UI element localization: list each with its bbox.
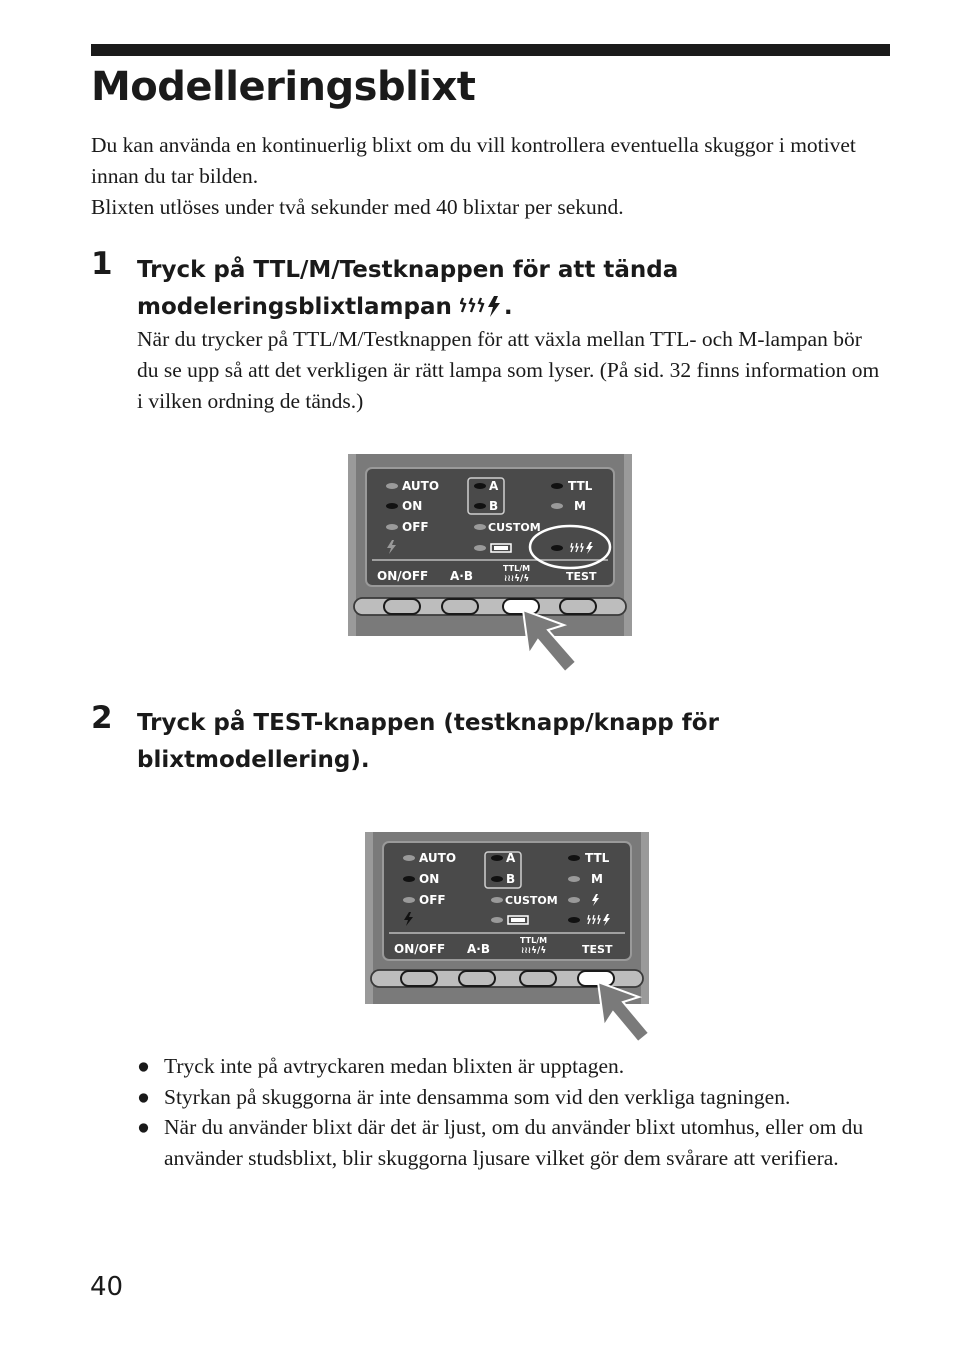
notes-list: [137, 1051, 897, 1173]
button-label-test: TEST: [582, 943, 613, 956]
note-item: [137, 1082, 897, 1113]
intro-paragraph-1: Du kan använda en kontinuerlig blixt om du vill kontrollera eventuella skuggor i motivet innan du tar bilden.: [91, 133, 856, 188]
label-on: ON: [402, 499, 423, 513]
flash-control-panel-2: [357, 826, 657, 1051]
step-2-heading: Tryck på TEST-knappen (testknapp/knapp för blixtmodellering).: [137, 710, 719, 773]
step-1-heading-line1: Tryck på TTL/M/Testknappen för att tända: [137, 257, 679, 283]
page-number: 40: [90, 1272, 124, 1302]
note-text: När du använder blixt där det är ljust, om du använder blixt utomhus, eller om du använder studsblixt, blir skuggorna ljusare vilket gör dem svårare att verifiera.: [164, 1115, 864, 1170]
bullet: ●: [137, 1115, 150, 1139]
note-item: [137, 1051, 897, 1082]
label-ttl: TTL: [568, 479, 593, 493]
label-b: B: [489, 499, 499, 513]
onoff-button[interactable]: [401, 971, 437, 986]
label-auto: AUTO: [402, 479, 440, 493]
ab-button[interactable]: [459, 971, 495, 986]
button-label-ttlm: TTL/M: [520, 936, 548, 945]
note-text: Tryck inte på avtryckaren medan blixten är upptagen.: [164, 1054, 625, 1078]
step-1-heading: [137, 252, 678, 330]
step-2-number: 2: [91, 700, 113, 736]
ttlm-button[interactable]: [503, 599, 539, 614]
figure-step-1: [340, 448, 640, 678]
label-custom: CUSTOM: [505, 894, 558, 907]
label-b: B: [506, 872, 516, 886]
bullet: ●: [137, 1054, 150, 1078]
label-on: ON: [419, 872, 440, 886]
label-auto: AUTO: [419, 851, 457, 865]
button-label-test: TEST: [566, 570, 597, 583]
step-1-heading-suffix: .: [503, 294, 513, 320]
button-label-onoff: ON/OFF: [394, 942, 446, 956]
label-m: M: [591, 872, 603, 886]
bullet: ●: [137, 1084, 150, 1109]
test-button[interactable]: [560, 599, 596, 614]
label-a: A: [489, 479, 499, 493]
label-off: OFF: [402, 520, 429, 534]
ab-button[interactable]: [442, 599, 478, 614]
note-item: [137, 1112, 897, 1173]
test-button[interactable]: [578, 971, 614, 986]
label-ttl: TTL: [585, 851, 610, 865]
button-label-onoff: ON/OFF: [377, 569, 429, 583]
step-1-number: 1: [91, 246, 113, 282]
note-text: Styrkan på skuggorna är inte densamma som vid den verkliga tagningen.: [164, 1084, 791, 1109]
step-1-heading-line2: modeleringsblixtlampan: [137, 294, 452, 320]
ttlm-button[interactable]: [520, 971, 556, 986]
intro-text: [91, 130, 881, 223]
label-a: A: [506, 851, 516, 865]
header-rule: [91, 44, 890, 56]
svg-text:≀≀≀ϟ/ϟ: ≀≀≀ϟ/ϟ: [504, 574, 530, 584]
intro-paragraph-2: Blixten utlöses under två sekunder med 40 blixtar per sekund.: [91, 195, 624, 219]
button-label-ab: A·B: [450, 569, 473, 583]
onoff-button[interactable]: [384, 599, 420, 614]
label-off: OFF: [419, 893, 446, 907]
figure-step-2: [357, 826, 657, 1051]
label-custom: CUSTOM: [488, 521, 541, 534]
svg-text:≀≀≀ϟ/ϟ: ≀≀≀ϟ/ϟ: [521, 946, 547, 956]
button-label-ttlm: TTL/M: [503, 564, 531, 573]
flash-control-panel-1: [340, 448, 640, 678]
step-1-body: När du trycker på TTL/M/Testknappen för att växla mellan TTL- och M-lampan bör du se upp så att det verkligen är rätt lampa som lyser. (På sid. 32 finns information om i vilken ordning de tänds.): [137, 327, 880, 413]
label-m: M: [574, 499, 586, 513]
button-label-ab: A·B: [467, 942, 490, 956]
page-title: Modelleringsblixt: [91, 64, 476, 110]
